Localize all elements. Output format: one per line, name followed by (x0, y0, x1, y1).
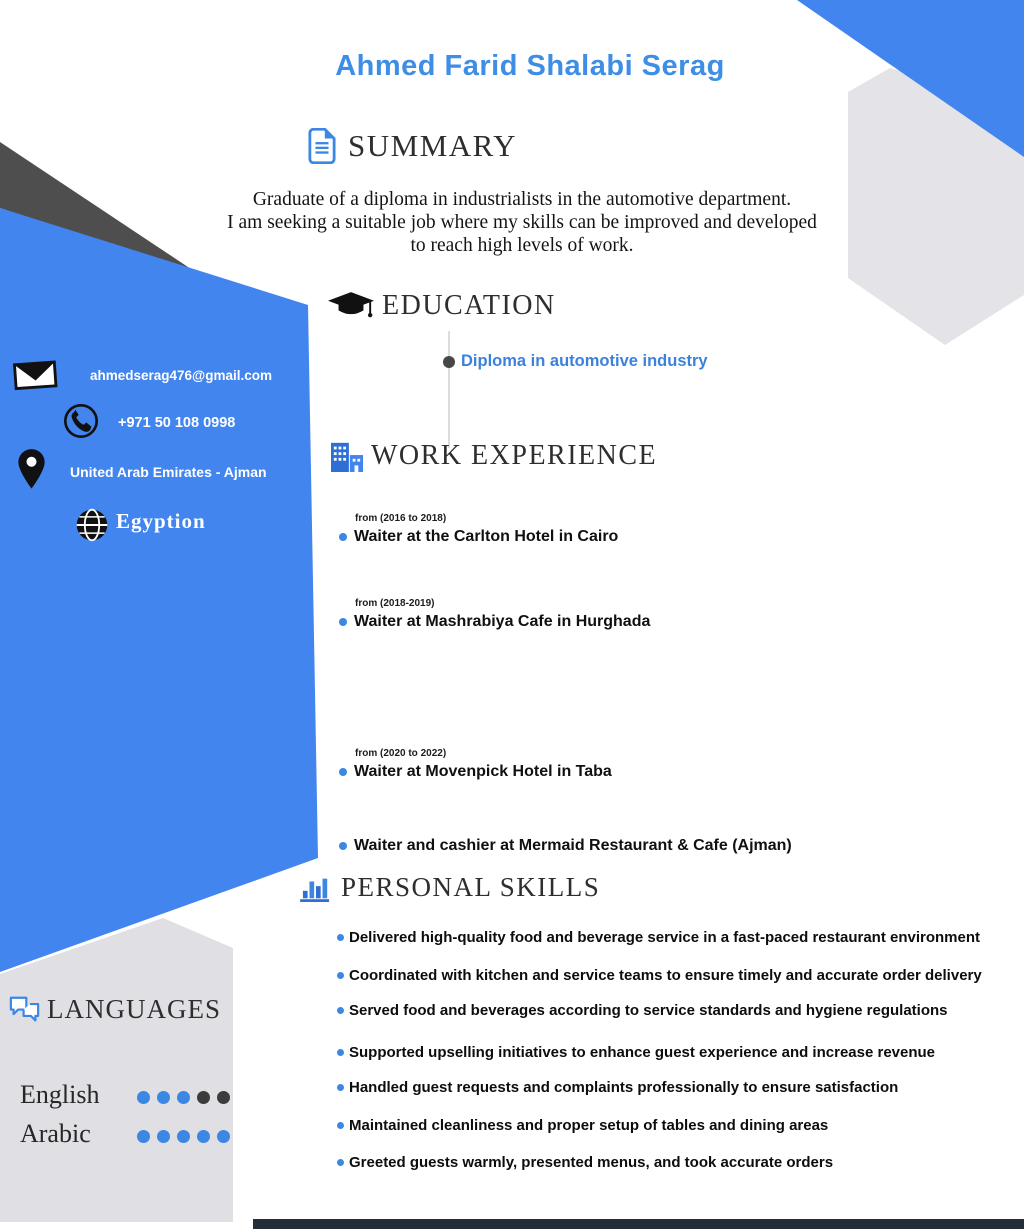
work-entry-period: from (2016 to 2018) (355, 513, 447, 524)
bullet-icon (339, 768, 347, 776)
level-dot-filled (217, 1130, 230, 1143)
bullet-icon (337, 1084, 344, 1091)
location-value: United Arab Emirates - Ajman (70, 464, 267, 480)
skill-text: Coordinated with kitchen and service teams to ensure timely and accurate order delivery (349, 967, 982, 984)
bullet-icon (339, 618, 347, 626)
blue-sidebar-hexagon (0, 208, 318, 972)
skill-item (337, 1002, 948, 1019)
skill-item (337, 1044, 935, 1061)
page-title: Ahmed Farid Shalabi Serag (335, 50, 725, 82)
bullet-icon (337, 1122, 344, 1129)
level-dot-filled (177, 1091, 190, 1104)
bullet-icon (337, 934, 344, 941)
skill-text: Handled guest requests and complaints professionally to ensure satisfaction (349, 1079, 899, 1096)
summary-paragraph (172, 188, 872, 257)
bullet-icon (337, 972, 344, 979)
skill-item (337, 967, 982, 984)
bullet-icon (337, 1049, 344, 1056)
graduation-cap-icon (328, 292, 374, 321)
level-dot-empty (197, 1091, 210, 1104)
skill-item (337, 929, 980, 946)
work-section-heading (330, 440, 657, 472)
work-entry (339, 597, 650, 631)
education-timeline-dot (443, 356, 455, 368)
language-name: Arabic (20, 1119, 91, 1148)
level-dot-empty (217, 1091, 230, 1104)
language-row (20, 1119, 230, 1149)
languages-panel-background (0, 918, 233, 1222)
level-dot-filled (197, 1130, 210, 1143)
summary-section-heading (308, 128, 517, 164)
education-timeline-line (448, 331, 450, 448)
skill-text: Delivered high-quality food and beverage service in a fast-paced restaurant environment (349, 929, 981, 946)
work-entry-title: Waiter and cashier at Mermaid Restaurant & Cafe (Ajman) (354, 837, 792, 854)
work-entry-title: Waiter at Mashrabiya Cafe in Hurghada (354, 613, 651, 630)
level-dot-filled (137, 1130, 150, 1143)
skills-heading-label: PERSONAL SKILLS (341, 872, 601, 902)
work-entry-title: Waiter at Movenpick Hotel in Taba (354, 763, 612, 780)
level-dot-filled (137, 1091, 150, 1104)
email-value: ahmedserag476@gmail.com (90, 368, 272, 383)
skill-item (337, 1117, 828, 1134)
work-entry (339, 512, 618, 546)
skill-text: Supported upselling initiatives to enhance guest experience and increase revenue (349, 1044, 936, 1061)
phone-icon (62, 402, 100, 440)
bullet-icon (337, 1159, 344, 1166)
buildings-icon (330, 440, 364, 472)
work-entry-period: from (2020 to 2022) (355, 748, 447, 759)
education-heading-label: EDUCATION (382, 290, 556, 321)
skills-section-heading (300, 872, 600, 903)
skill-text: Served food and beverages according to service standards and hygiene regulations (349, 1002, 948, 1019)
bar-chart-icon (300, 874, 332, 902)
languages-section-heading (8, 994, 221, 1025)
document-icon (308, 128, 336, 164)
work-entry-period: from (2018-2019) (355, 598, 435, 609)
chat-bubbles-icon (8, 995, 41, 1025)
language-name: English (20, 1080, 100, 1109)
footer-bar (253, 1219, 1024, 1229)
work-entry-title: Waiter at the Carlton Hotel in Cairo (354, 528, 619, 545)
summary-line: to reach high levels of work. (410, 235, 634, 256)
level-dot-filled (177, 1130, 190, 1143)
phone-value: +971 50 108 0998 (118, 415, 236, 431)
bullet-icon (339, 533, 347, 541)
education-item: Diploma in automotive industry (461, 352, 708, 370)
work-heading-label: WORK EXPERIENCE (371, 440, 658, 471)
work-entry (339, 834, 792, 855)
language-row (20, 1080, 230, 1110)
bullet-icon (339, 842, 347, 850)
summary-heading-label: SUMMARY (348, 128, 517, 163)
level-dot-filled (157, 1130, 170, 1143)
summary-line: Graduate of a diploma in industrialists in the automotive department. (252, 189, 792, 210)
skill-item (337, 1154, 833, 1171)
globe-icon (74, 507, 110, 543)
work-entry (339, 747, 612, 781)
location-pin-icon (17, 448, 46, 490)
skill-text: Maintained cleanliness and proper setup of tables and dining areas (349, 1117, 829, 1134)
summary-line: I am seeking a suitable job where my skills can be improved and developed (227, 212, 817, 233)
level-dot-filled (157, 1091, 170, 1104)
skill-item (337, 1079, 898, 1096)
nationality-value: Egyption (116, 509, 206, 533)
education-section-heading (328, 290, 556, 322)
bullet-icon (337, 1007, 344, 1014)
envelope-icon (11, 351, 60, 392)
skill-text: Greeted guests warmly, presented menus, and took accurate orders (349, 1154, 834, 1171)
language-level-dots (130, 1091, 230, 1104)
language-level-dots (130, 1130, 230, 1143)
languages-heading-label: LANGUAGES (47, 994, 221, 1024)
